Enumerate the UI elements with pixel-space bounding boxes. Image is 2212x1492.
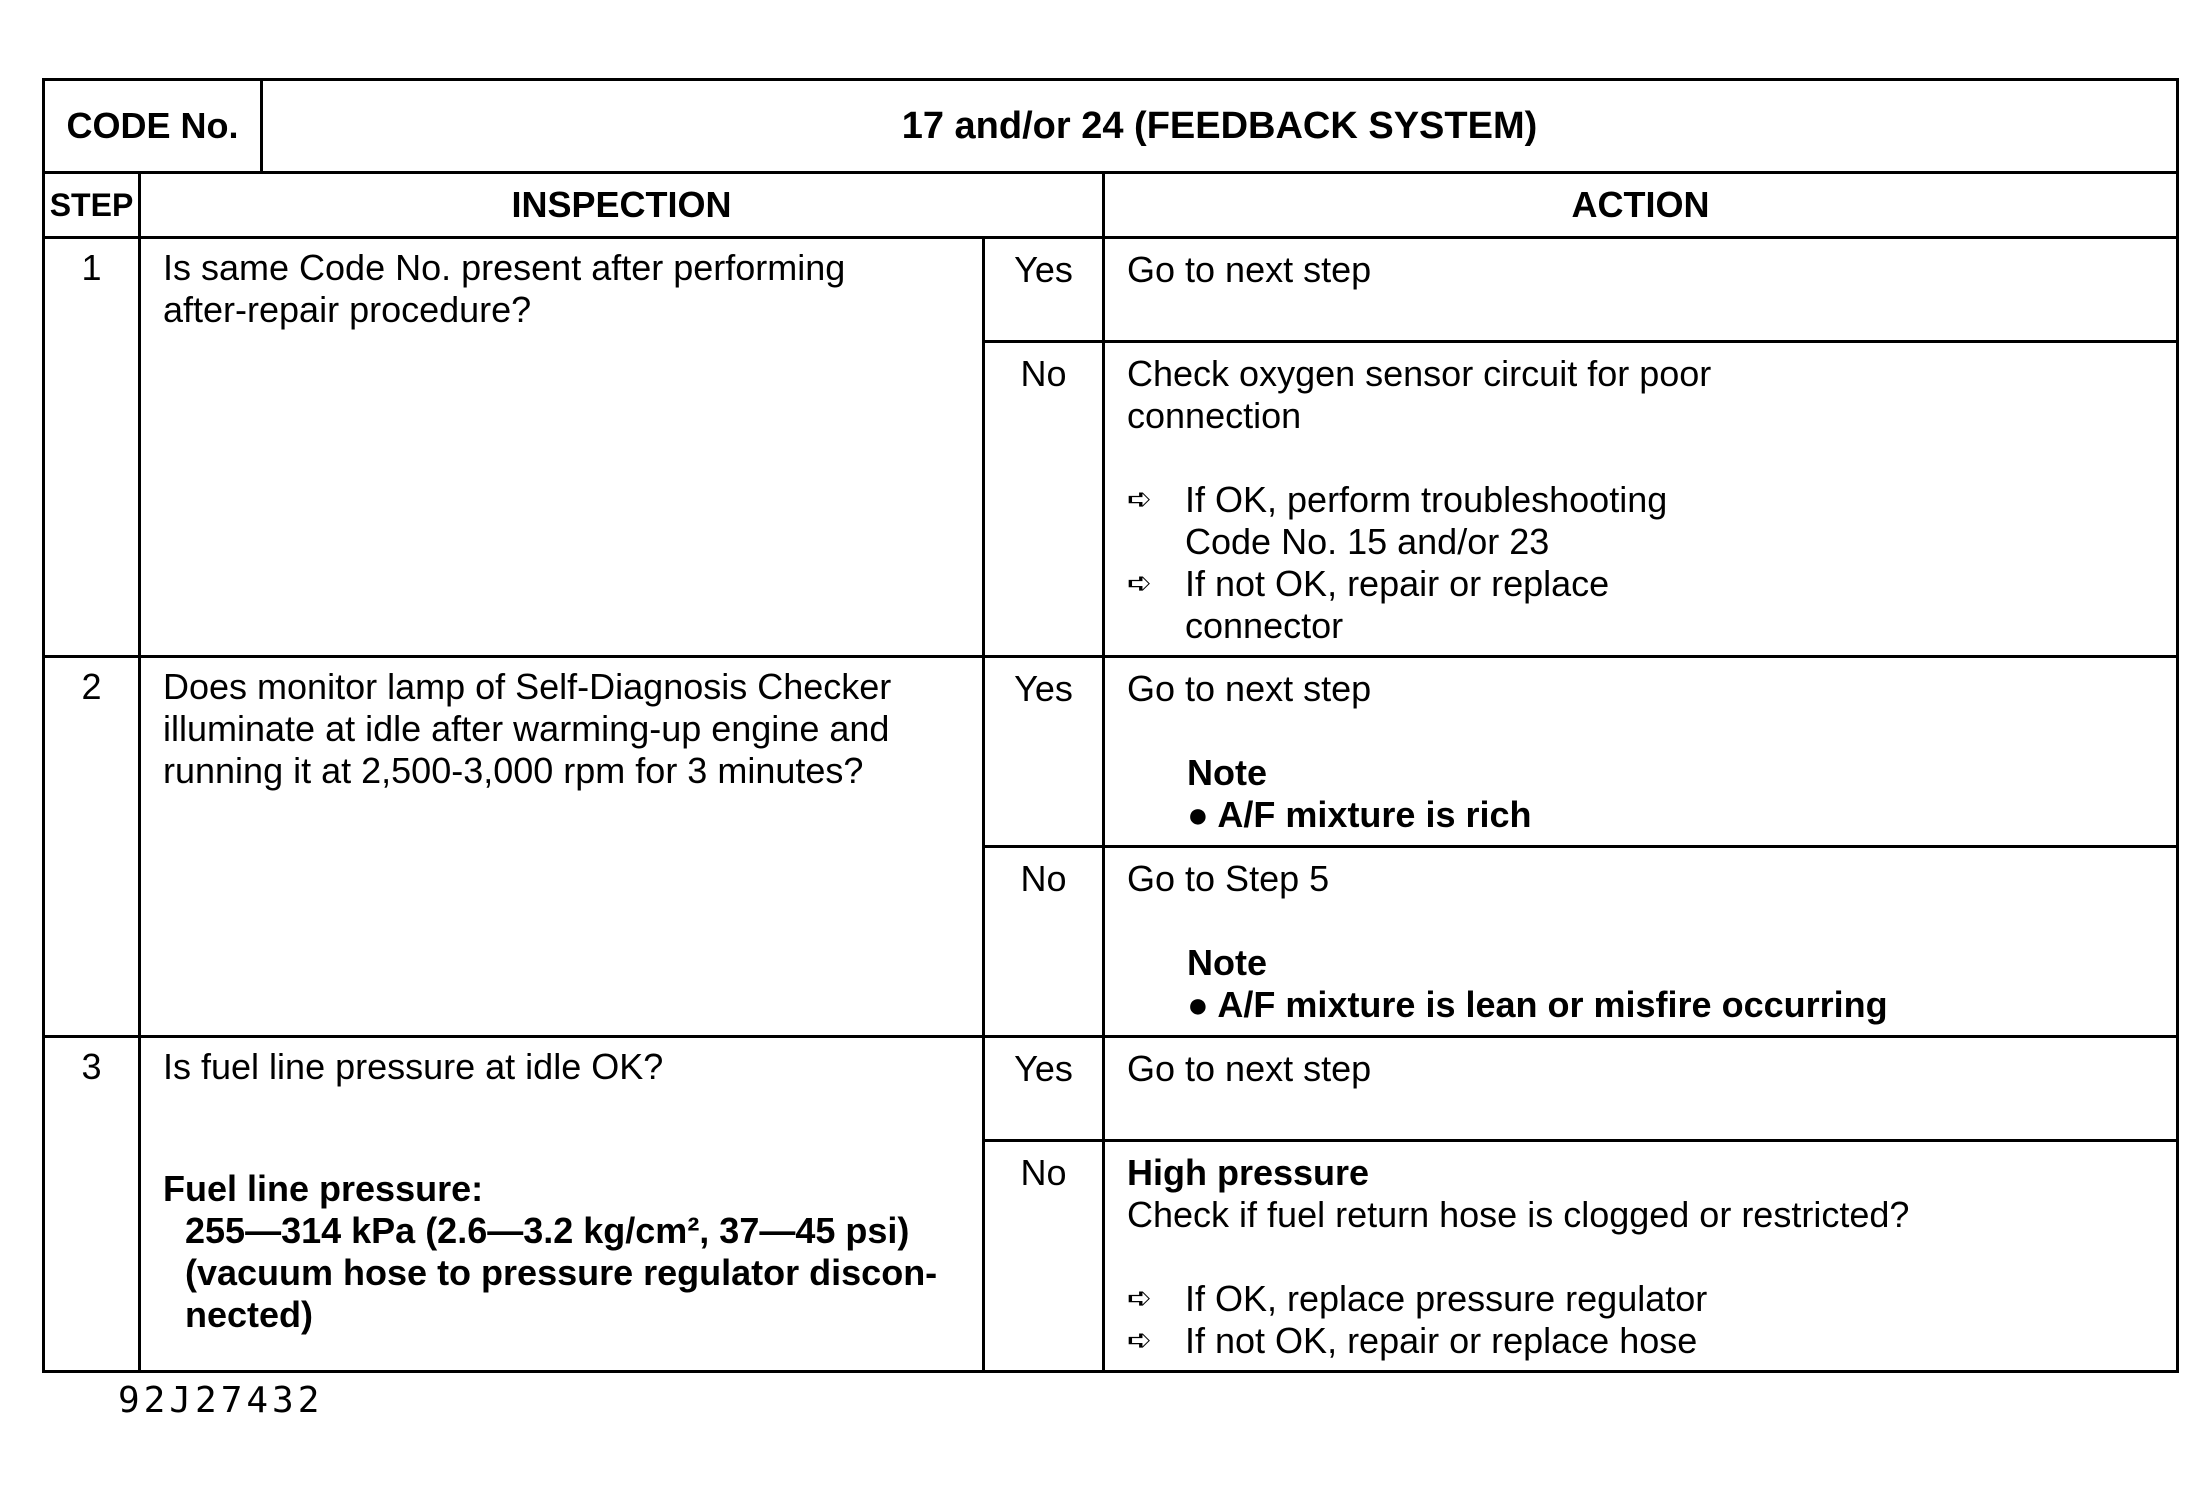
arrow-item [1127,479,2156,563]
action-line: Go to next step [1127,668,1372,709]
action-line: Check oxygen sensor circuit for poor [1127,353,1712,394]
arrow-icon: ➪ [1127,1282,1153,1315]
arrow-text: connector [1185,605,1344,646]
arrow-icon: ➪ [1127,1324,1153,1357]
action-line: Go to Step 5 [1127,858,1330,899]
pressure-title: Fuel line pressure: [163,1168,484,1209]
step-number: 1 [44,238,140,657]
arrow-icon: ➪ [1127,567,1153,600]
yes-label: Yes [984,1037,1104,1141]
yes-label: Yes [984,657,1104,847]
figure-id: 92J27432 [118,1380,324,1421]
note-title: Note [1187,942,1267,983]
note-item [1127,984,2156,1026]
code-title: 17 and/or 24 (FEEDBACK SYSTEM) [262,80,2178,173]
step-column-header: STEP [44,174,140,238]
inspection-line: after-repair procedure? [163,289,532,330]
inspection-line: running it at 2,500-3,000 rpm for 3 minutes? [163,750,864,791]
bullet-icon: ● [1187,984,1209,1025]
action-title: High pressure [1127,1152,1370,1193]
arrow-text: If not OK, repair or replace hose [1185,1320,1698,1361]
arrow-text: If OK, perform troubleshooting [1185,479,1668,520]
step-1-yes-action: Go to next step [1104,238,2178,342]
step-2-yes-action [1104,657,2178,847]
note-title: Note [1187,752,1267,793]
pressure-line: 255—314 kPa (2.6—3.2 kg/cm², 37—45 psi) [185,1210,910,1251]
column-header-row [44,174,2178,238]
yes-label: Yes [984,238,1104,342]
action-line: connection [1127,395,1302,436]
note-text: A/F mixture is rich [1217,794,1532,835]
code-header-table [42,78,2179,174]
no-label: No [984,847,1104,1037]
arrow-text: If OK, replace pressure regulator [1185,1278,1708,1319]
pressure-line: (vacuum hose to pressure regulator discon- [185,1252,938,1293]
inspection-column-header: INSPECTION [140,174,1104,238]
arrow-text: If not OK, repair or replace [1185,563,1610,604]
step-3-no-action [1104,1141,2178,1372]
step-3-inspection [140,1037,984,1372]
inspection-line: Is same Code No. present after performing [163,247,846,288]
code-header-row [44,80,2178,173]
step-number: 2 [44,657,140,1037]
step-1-yes-row [44,238,2178,342]
step-1-no-action [1104,342,2178,657]
action-column-header: ACTION [1104,174,2178,238]
bullet-icon: ● [1187,794,1209,835]
step-1-inspection [140,238,984,657]
troubleshooting-document [42,78,2176,1373]
inspection-table [42,174,2179,1373]
step-2-yes-row [44,657,2178,847]
action-line: Check if fuel return hose is clogged or restricted? [1127,1194,1910,1235]
inspection-line: illuminate at idle after warming-up engine and [163,708,890,749]
note-item [1127,794,2156,836]
no-label: No [984,342,1104,657]
note-text: A/F mixture is lean or misfire occurring [1217,984,1888,1025]
arrow-item [1127,1278,2156,1320]
arrow-item [1127,1320,2156,1362]
step-2-inspection [140,657,984,1037]
no-label: No [984,1141,1104,1372]
step-3-yes-action: Go to next step [1104,1037,2178,1141]
step-2-no-action [1104,847,2178,1037]
pressure-line: nected) [185,1294,314,1335]
inspection-line: Is fuel line pressure at idle OK? [163,1046,664,1087]
inspection-line: Does monitor lamp of Self-Diagnosis Checker [163,666,892,707]
step-3-yes-row [44,1037,2178,1141]
fuel-pressure-spec [163,1168,962,1336]
arrow-text: Code No. 15 and/or 23 [1185,521,1550,562]
step-number: 3 [44,1037,140,1372]
arrow-item [1127,563,2156,647]
arrow-icon: ➪ [1127,483,1153,516]
code-label: CODE No. [44,80,262,173]
